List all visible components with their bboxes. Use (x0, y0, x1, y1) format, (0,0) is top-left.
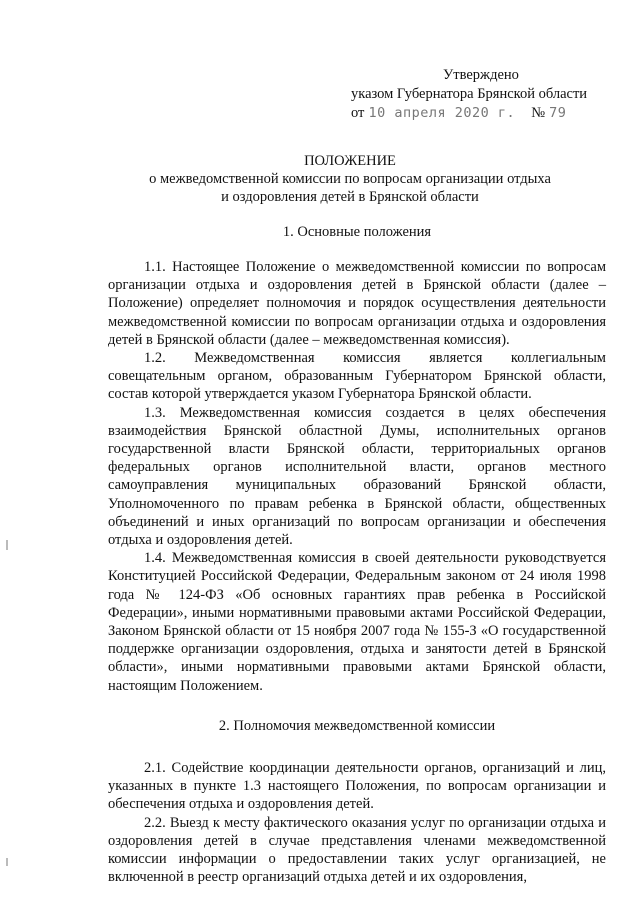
approval-block (351, 66, 621, 123)
document-body (108, 258, 606, 887)
paragraph-1-1: 1.1. Настоящее Положение о межведомственной комиссии по вопросам организации отдыха и оздоровления детей в Брянской области (далее – Положение) определяет полномочия и порядок осуществления деятельности межведомственной комиссии по вопросам организации отдыха и оздоровления детей в Брянской области (далее – межведомственная комиссия). (108, 259, 606, 348)
scan-artifact (6, 858, 8, 866)
paragraph-2-1: 2.1. Содействие координации деятельности органов, организаций и лиц, указанных в пункте 1.3 настоящего Положения, по вопросам организации и обеспечения отдыха и оздоровления детей. (108, 760, 606, 813)
paragraph-2-2: 2.2. Выезд к месту фактического оказания услуг по организации отдыха и оздоровления детей в случае представления членами межведомственной комиссии информации о предоставлении таких услуг организацией, не включенной в реестр организаций отдыха детей и их оздоровления, (108, 814, 606, 886)
paragraph-1-3: 1.3. Межведомственная комиссия создается в целях обеспечения взаимодействия Брянской областной Думы, исполнительных органов государственной власти Брянской области, территориальных органов федеральных органов исполнительной власти, органов местного самоуправления муниципальных образований Брянской области, Уполномоченного по правам ребенка в Брянской области, общественных объединений и иных организаций по вопросам организации и обеспечения отдыха и оздоровления детей. (108, 404, 606, 549)
approval-authority: указом Губернатора Брянской области (351, 86, 588, 102)
section-2-heading: 2. Полномочия межведомственной комиссии (218, 717, 496, 734)
paragraph-1-4: 1.4. Межведомственная комиссия в своей деятельности руководствуется Конституцией Российской Федерации, Федеральным законом от 24 июля 1998 года № 124-ФЗ «Об основных гарантиях прав ребенка в Российской Федерации», иными нормативными правовыми актами Российской Федерации, Законом Брянской области от 15 ноября 2007 года № 155-З «О государственной поддержке организации оздоровления, отдыха и занятости детей в Брянской области», иными нормативными правовыми актами Брянской области, настоящим Положением. (108, 550, 606, 694)
approval-number-label: № (531, 105, 546, 121)
approval-date-line (351, 104, 621, 123)
section-1-heading: 1. Основные положения (282, 224, 432, 240)
scan-artifact (6, 540, 8, 550)
paragraph-1-2: 1.2. Межведомственная комиссия является коллегиальным совещательным органом, образованным Губернатором Брянской области, состав которой утверждается указом Губернатора Брянской области. (108, 350, 606, 403)
document-title (100, 152, 600, 206)
title-line-1: о межведомственной комиссии по вопросам организации отдыха (149, 171, 551, 187)
approval-label: Утверждено (443, 67, 519, 83)
approval-date: 10 апреля 2020 г. (368, 105, 516, 121)
approval-from: от (351, 105, 365, 121)
approval-number: 79 (549, 105, 567, 121)
title-heading: ПОЛОЖЕНИЕ (304, 153, 396, 169)
title-line-2: и оздоровления детей в Брянской области (221, 189, 479, 205)
